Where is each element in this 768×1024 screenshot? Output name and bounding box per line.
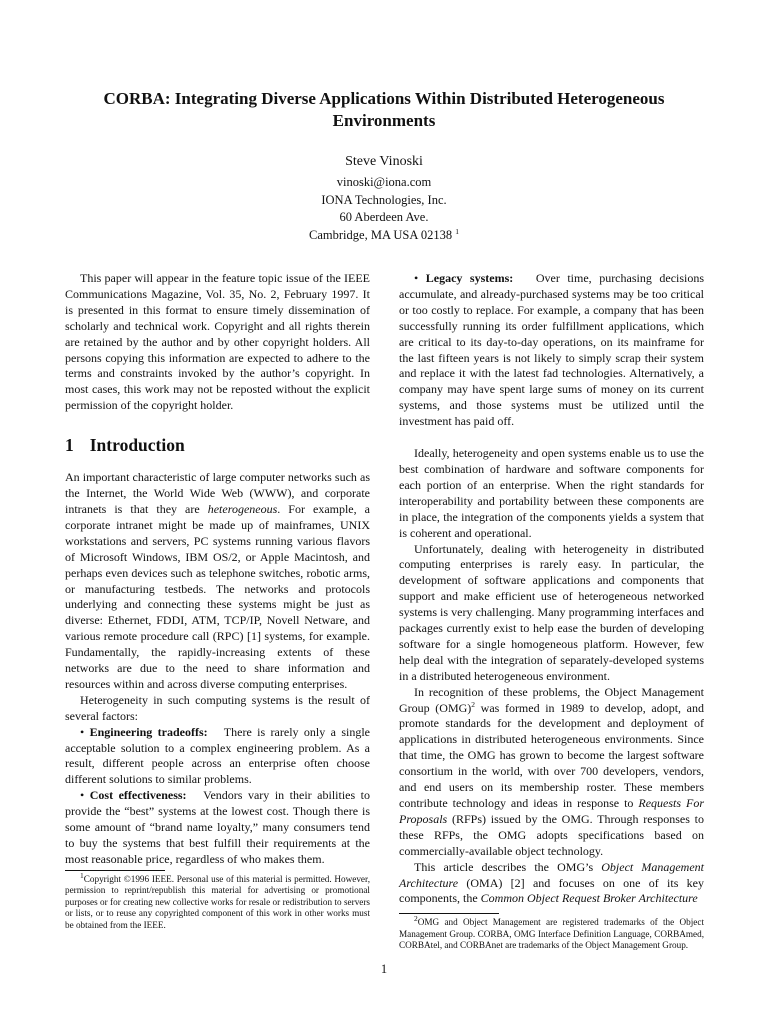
footnote-1 <box>65 870 370 932</box>
factor-lead: Engineering tradeoffs: <box>89 724 208 739</box>
copyright-symbol: © <box>123 873 131 884</box>
intro-paragraph-6 <box>399 860 704 908</box>
footnote-1-mark: 1 <box>80 870 84 880</box>
intro-p1-emphasis: heterogeneous <box>207 501 278 516</box>
footnote-2-mark: 2 <box>414 914 418 924</box>
footnote-2-marker: 2 <box>471 699 476 709</box>
intro-paragraph-1 <box>65 470 370 693</box>
intro-p6-emphasis-1: Object Management Architecture <box>399 859 705 890</box>
intro-p5-emphasis: Requests For Proposals <box>399 796 705 826</box>
footnote-1-text-a: Copyright <box>83 873 124 884</box>
factor-engineering-tradeoffs: • Engineering tradeoffs: There is rarely only a single acceptable solution to a complex engineering problem. As a result, different people across an enterprise often choose different solutions to similar problems. <box>65 724 371 787</box>
intro-p6-text-a: This article describes the OMG’s <box>414 859 602 874</box>
paper-title: CORBA: Integrating Diverse Applications Within Distributed Heterogeneous Environments <box>103 89 665 130</box>
author-email: vinoski@iona.com <box>336 175 432 189</box>
intro-p5-text-a: In recognition of these problems, the Object Management Group (OMG) <box>399 684 704 715</box>
intro-p6-text-b: (OMA) [2] and focuses on one of its key components, the <box>399 875 704 906</box>
factor-text: Vendors vary in their abilities to provide the “best” systems at the lowest cost. Though there is some amount of “brand name loyalty,” many consumers tend to buy the systems that best fulfill their requirements at the most reasonable price, regardless of who makes them. <box>65 788 371 866</box>
author-city <box>160 227 608 245</box>
intro-paragraph-4: Unfortunately, dealing with heterogeneity in distributed computing enterprises is rarely easy. In particular, the development of software applications and components that support and make efficient use of heterogeneous networked systems is very challenging. Many programming interfaces and packages currently exist to help ease the burden of developing software for a single homogeneous platform. However, few help deal with the integration of separately-developed systems in a distributed heterogeneous environment. <box>399 541 704 683</box>
footnote-1-marker: 1 <box>455 226 459 236</box>
author-name: Steve Vinoski <box>345 154 423 169</box>
intro-paragraph-3: Ideally, heterogeneity and open systems enable us to use the best combination of hardware and software components for each portion of an enterprise. When the right standards for interoperability and portability between these components are in place, the integration of the components yields a system that is coherent and operational. <box>399 446 704 540</box>
intro-p5-text-b: was formed in 1989 to develop, adopt, and promote standards for the development and deployment of applications in distributed heterogeneous environments. Since that time, the OMG has grown to become the largest software consortium in the world, with over 700 developers, vendors, and end users on its membership roster. These members contribute technology and ideas in response to <box>399 700 704 810</box>
factor-text: Over time, purchasing decisions accumulate, and already-purchased systems may be too critical or too costly to replace. For example, a company that has been successfully running its order fulfillment applications, which are critical to its day-to-day operations, on its mainframe for the last fifteen years is not likely to simply scrap their system and replace it with the latest fad technologies. Alternatively, a company may have spent large sums of money on its current systems, and those systems must be utilized until the investment has paid off. <box>399 271 705 429</box>
section-number: 1 <box>65 435 74 456</box>
copyright-notice: This paper will appear in the feature topic issue of the IEEE Communications Magazine, Vol. 35, No. 2, February 1997. It is presented in this format to ensure timely dissemination of scholarly and technical work. Copyright and all rights therein are retained by the author and by other copyright holders. All persons copying this information are expected to adhere to the terms and constraints invoked by the author’s copyright. In most cases, this work may not be reposted without the explicit permission of the copyright holder. <box>65 271 370 413</box>
right-column <box>399 271 704 952</box>
footnote-2-text: OMG and Object Management are registered trademarks of the Object Management Group. CORBA, OMG Interface Definition Language, CORBAmed, CORBAtel, and CORBAnet are trademarks of the Object Management Group. <box>399 917 704 951</box>
intro-paragraph-2: Heterogeneity in such computing systems is the result of several factors: <box>65 692 370 723</box>
author-address: 60 Aberdeen Ave. <box>339 210 429 224</box>
intro-p1-text-b: . For example, a corporate intranet might be made up of mainframes, UNIX workstations and servers, PC systems running various flavors of Microsoft Windows, IBM OS/2, or Apple Macintosh, and perhaps even devices such as telephone switches, robotic arms, or manufacturing testbeds. The networks and protocols underlying and connecting these systems might be just as diverse: Ethernet, FDDI, ATM, TCP/IP, Novell Netware, and various remote procedure call (RPC) [1] systems, for example. Fundamentally, the rapidly-increasing extents of these networks are due to the need to share information and resources within and across diverse computing enterprises. <box>65 501 370 691</box>
intro-paragraph-5 <box>399 685 704 860</box>
footnote-1-text-b: 1996 IEEE. Personal use of this material is permitted. However, permission to reprint/republish this material for advertising or promotional purposes or for creating new collective works for resale or redistribution to servers or lists, or to reuse any copyrighted component of this work in other works must be obtained from the IEEE. <box>65 873 370 930</box>
factor-legacy-systems: • Legacy systems: Over time, purchasing decisions accumulate, and already-purchased systems may be too critical or too costly to replace. For example, a company that has been successfully running its order fulfillment applications, which are critical to its day-to-day operations, on its mainframe for the last fifteen years is not likely to simply scrap their system and replace it with the latest fad technologies. Alternatively, a company may have spent large sums of money on its current systems, and those systems must be utilized until the investment has paid off. <box>399 271 705 429</box>
intro-p5-text-c: (RFPs) issued by the OMG. Through responses to these RFPs, the OMG adopts specifications based on commercially-available object technology. <box>399 811 704 858</box>
intro-p6-emphasis-2: Common Object Request Broker Architecture <box>480 891 698 906</box>
author-block <box>160 153 608 244</box>
page-number: 1 <box>380 962 388 976</box>
author-city-text: Cambridge, MA USA 02138 <box>309 227 453 242</box>
author-affiliation: IONA Technologies, Inc. <box>321 192 447 207</box>
factor-lead: Legacy systems: <box>425 271 514 285</box>
footnote-2 <box>399 914 704 952</box>
section-title: Introduction <box>89 435 185 456</box>
intro-p1-text-a: An important characteristic of large computer networks such as the Internet, the World Wide Web (WWW), and corporate intranets is that they are <box>65 470 370 516</box>
factor-lead: Cost effectiveness: <box>89 788 187 803</box>
factor-text: There is rarely only a single acceptable solution to a complex engineering problem. As a result, different people across an enterprise often choose different solutions to similar problems. <box>65 724 371 787</box>
section-heading-introduction <box>65 434 370 456</box>
factor-cost-effectiveness: • Cost effectiveness: Vendors vary in their abilities to provide the “best” systems at the lowest cost. Though there is some amount of “brand name loyalty,” many consumers tend to buy the systems that best fulfill their requirements at the most reasonable price, regardless of who makes them. <box>65 788 371 866</box>
left-column <box>65 271 370 931</box>
